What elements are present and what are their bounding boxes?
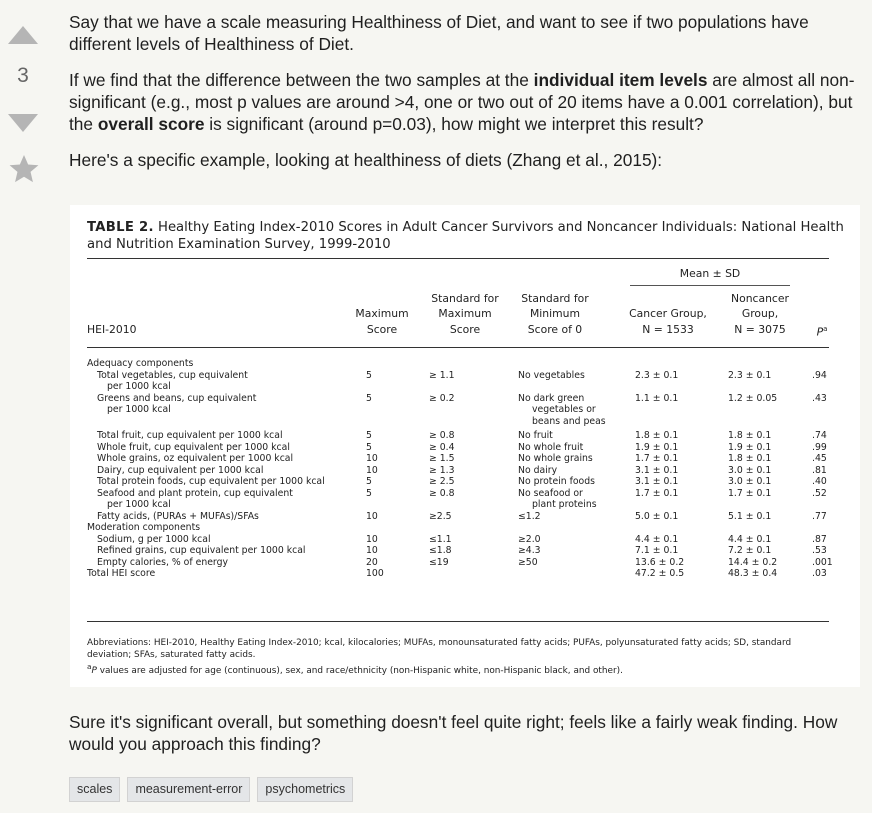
table-caption <box>87 219 857 253</box>
footnote-p: P <box>91 665 97 676</box>
max-score-cell: 5 <box>366 369 372 381</box>
cancer-group-cell: 1.7 ± 0.1 <box>635 453 679 464</box>
cancer-group-cell: 5.0 ± 0.1 <box>635 510 679 522</box>
max-score-cell: 5 <box>366 430 372 441</box>
noncancer-group-cell: 1.9 ± 0.1 <box>728 441 772 453</box>
noncancer-group-cell: 3.0 ± 0.1 <box>728 464 772 476</box>
table-label: TABLE 2. <box>87 220 154 235</box>
std-min-cell: No protein foods <box>518 476 595 487</box>
header-noncancer-line: N = 3075 <box>734 322 786 336</box>
p2-bold-b: overall score <box>97 114 205 134</box>
section-heading: Adequacy components <box>87 358 194 369</box>
std-min-cell: No whole grains <box>518 453 593 464</box>
std-min-cell: No whole fruit <box>518 441 584 453</box>
noncancer-group-cell: 1.8 ± 0.1 <box>728 453 772 464</box>
std-min-cell: No dairy <box>518 464 558 476</box>
p-value-cell: .43 <box>812 392 827 404</box>
std-max-cell: ≥ 2.5 <box>429 476 455 487</box>
p2-text-b: are almost all non-significant (e.g., most p values are around >4, one or two out of 20 items have a 0.001 correlation), but the <box>69 70 855 134</box>
row-label: Total HEI score <box>87 568 156 579</box>
p-value-cell: .001 <box>812 556 833 568</box>
cancer-group-cell: 2.3 ± 0.1 <box>635 369 679 381</box>
mean-sd-header: Mean ± SD <box>679 267 741 280</box>
row-label: Whole grains, oz equivalent per 1000 kcal <box>97 453 294 464</box>
arrow-up-icon[interactable] <box>8 26 38 44</box>
max-score-cell: 10 <box>366 453 378 464</box>
footnote-abbreviations: Abbreviations: HEI-2010, Healthy Eating Index-2010; kcal, kilocalories; MUFAs, monounsaturated fatty acids; PUFAs, polyunsaturated fatty acids; SD, standard deviation; SFAs, saturated fatty acids. <box>87 638 792 660</box>
cancer-group-cell: 3.1 ± 0.1 <box>635 476 679 487</box>
header-std-min-line: Standard for <box>521 291 589 305</box>
p2-text-c: is significant (around p=0.03), how might we interpret this result? <box>204 114 704 134</box>
header-cancer-line: Cancer Group, <box>629 307 707 320</box>
std-max-cell: ≥ 1.3 <box>429 464 455 476</box>
cancer-group-cell: 47.2 ± 0.5 <box>635 568 685 579</box>
row-label: Empty calories, % of energy <box>97 556 228 568</box>
max-score-cell: 5 <box>366 441 372 453</box>
header-noncancer-line: Noncancer <box>731 291 789 305</box>
row-label-cont: per 1000 kcal <box>107 381 171 392</box>
p-value-cell: .94 <box>812 369 827 381</box>
max-score-cell: 100 <box>366 568 384 579</box>
std-max-cell: ≥ 1.5 <box>429 453 455 464</box>
tag-list <box>69 777 353 802</box>
row-label-cont: per 1000 kcal <box>107 404 171 415</box>
cancer-group-cell: 3.1 ± 0.1 <box>635 464 679 476</box>
cancer-group-cell: 7.1 ± 0.1 <box>635 545 679 556</box>
noncancer-group-cell: 4.4 ± 0.1 <box>728 533 772 545</box>
std-min-cell: ≤1.2 <box>518 510 541 522</box>
tag-scales[interactable]: scales <box>69 777 120 802</box>
p-value-cell: .52 <box>812 487 827 499</box>
closing-paragraph: Sure it's significant overall, but something doesn't feel quite right; feels like a fairly weak finding. How would you approach this finding? <box>69 712 838 754</box>
row-label: Total protein foods, cup equivalent per 1000 kcal <box>97 476 325 487</box>
max-score-cell: 5 <box>366 476 372 487</box>
std-max-cell: ≥ 0.8 <box>429 430 455 441</box>
std-min-cell: No vegetables <box>518 369 585 381</box>
footnote-p-values <box>87 661 837 677</box>
noncancer-group-cell: 1.2 ± 0.05 <box>728 392 778 404</box>
cancer-group-cell: 1.9 ± 0.1 <box>635 441 679 453</box>
noncancer-group-cell: 2.3 ± 0.1 <box>728 369 772 381</box>
header-cancer-line: N = 1533 <box>642 322 694 336</box>
std-min-cell-cont: vegetables or <box>532 404 596 415</box>
std-min-cell: No fruit <box>518 430 553 441</box>
tag-psychometrics[interactable]: psychometrics <box>257 777 353 802</box>
std-max-cell: ≤1.1 <box>429 533 452 545</box>
row-label-cont: per 1000 kcal <box>107 499 171 510</box>
row-label: Refined grains, cup equivalent per 1000 kcal <box>97 545 306 556</box>
p2-text-a: If we find that the difference between the two samples at the <box>69 70 534 90</box>
p-value-cell: .99 <box>812 441 827 453</box>
arrow-down-icon[interactable] <box>8 114 38 132</box>
header-std-max-line: Maximum <box>438 307 492 320</box>
std-min-cell: ≥4.3 <box>518 545 541 556</box>
table-bottom-rule <box>87 621 829 622</box>
row-label: Sodium, g per 1000 kcal <box>97 533 211 545</box>
std-max-cell: ≥ 0.4 <box>429 441 455 453</box>
cancer-group-cell: 4.4 ± 0.1 <box>635 533 679 545</box>
vote-score: 3 <box>17 64 29 87</box>
row-label: Dairy, cup equivalent per 1000 kcal <box>97 464 264 476</box>
row-label: Fatty acids, (PURAs + MUFAs)/SFAs <box>97 510 259 522</box>
cancer-group-cell: 1.7 ± 0.1 <box>635 487 679 499</box>
max-score-cell: 10 <box>366 545 378 556</box>
noncancer-group-cell: 1.8 ± 0.1 <box>728 430 772 441</box>
std-min-cell: No dark green <box>518 392 585 404</box>
std-max-cell: ≤1.8 <box>429 545 452 556</box>
header-p <box>812 322 832 340</box>
max-score-cell: 10 <box>366 533 378 545</box>
footnote-sup: a <box>87 662 92 671</box>
cancer-group-cell: 13.6 ± 0.2 <box>635 556 685 568</box>
p-value-cell: .77 <box>812 510 827 522</box>
row-label: Total vegetables, cup equivalent <box>97 369 248 381</box>
p2-bold-a: individual item levels <box>533 70 708 90</box>
std-min-cell: ≥2.0 <box>518 533 541 545</box>
std-max-cell: ≥ 0.8 <box>429 487 455 499</box>
noncancer-group-cell: 1.7 ± 0.1 <box>728 487 772 499</box>
p-value-cell: .40 <box>812 476 827 487</box>
header-max-score-line: Score <box>366 322 398 336</box>
std-min-cell: No seafood or <box>518 487 583 499</box>
header-noncancer-line: Group, <box>741 307 779 320</box>
header-p-letter: P <box>816 325 824 339</box>
max-score-cell: 20 <box>366 556 378 568</box>
std-min-cell-cont: plant proteins <box>532 499 597 510</box>
std-max-cell: ≥ 1.1 <box>429 369 455 381</box>
noncancer-group-cell: 7.2 ± 0.1 <box>728 545 772 556</box>
table-top-rule <box>87 258 829 259</box>
noncancer-group-cell: 14.4 ± 0.2 <box>728 556 778 568</box>
noncancer-group-cell: 48.3 ± 0.4 <box>728 568 778 579</box>
p-value-cell: .45 <box>812 453 827 464</box>
star-icon[interactable] <box>8 153 40 185</box>
row-label: Whole fruit, cup equivalent per 1000 kcal <box>97 441 290 453</box>
header-std-min-line: Score of 0 <box>527 322 583 336</box>
p-value-cell: .74 <box>812 430 827 441</box>
row-label: Total fruit, cup equivalent per 1000 kcal <box>97 430 283 441</box>
tag-measurement-error[interactable]: measurement-error <box>127 777 250 802</box>
row-label: Seafood and plant protein, cup equivalent <box>97 487 293 499</box>
header-std-max-line: Score <box>449 322 481 336</box>
footnote-p-text: values are adjusted for age (continuous), sex, and race/ethnicity (non-Hispanic white, non-Hispanic black, and other). <box>96 665 623 676</box>
header-hei-line: HEI-2010 <box>87 322 137 336</box>
max-score-cell: 10 <box>366 510 378 522</box>
header-p-sup: a <box>823 324 828 333</box>
table-footnote <box>87 637 837 677</box>
max-score-cell: 5 <box>366 487 372 499</box>
paragraph-2 <box>69 69 869 135</box>
std-min-cell: ≥50 <box>518 556 538 568</box>
max-score-cell: 5 <box>366 392 372 404</box>
std-max-cell: ≥2.5 <box>429 510 452 522</box>
std-min-cell-cont: beans and peas <box>532 415 606 427</box>
header-max-score-line: Maximum <box>355 307 409 320</box>
std-max-cell: ≤19 <box>429 556 449 568</box>
mean-sd-rule <box>630 285 790 286</box>
p-value-cell: .81 <box>812 464 827 476</box>
row-label: Greens and beans, cup equivalent <box>97 392 257 404</box>
cancer-group-cell: 1.1 ± 0.1 <box>635 392 679 404</box>
table-image <box>70 205 860 687</box>
cancer-group-cell: 1.8 ± 0.1 <box>635 430 679 441</box>
noncancer-group-cell: 3.0 ± 0.1 <box>728 476 772 487</box>
table-title: Healthy Eating Index-2010 Scores in Adult Cancer Survivors and Noncancer Individuals: National Health and Nutrition Examination Survey, 1999-2010 <box>87 220 844 252</box>
section-heading: Moderation components <box>87 522 201 533</box>
p-value-cell: .87 <box>812 533 827 545</box>
question-body <box>69 11 869 185</box>
max-score-cell: 10 <box>366 464 378 476</box>
p-value-cell: .03 <box>812 568 827 579</box>
table-header-rule <box>87 347 829 348</box>
noncancer-group-cell: 5.1 ± 0.1 <box>728 510 772 522</box>
header-std-max-line: Standard for <box>431 291 499 305</box>
std-max-cell: ≥ 0.2 <box>429 392 455 404</box>
paragraph-1: Say that we have a scale measuring Healthiness of Diet, and want to see if two populations have different levels of Healthiness of Diet. <box>69 12 809 54</box>
p-value-cell: .53 <box>812 545 827 556</box>
paragraph-3: Here's a specific example, looking at healthiness of diets (Zhang et al., 2015): <box>69 150 663 170</box>
header-std-min-line: Minimum <box>529 307 581 320</box>
